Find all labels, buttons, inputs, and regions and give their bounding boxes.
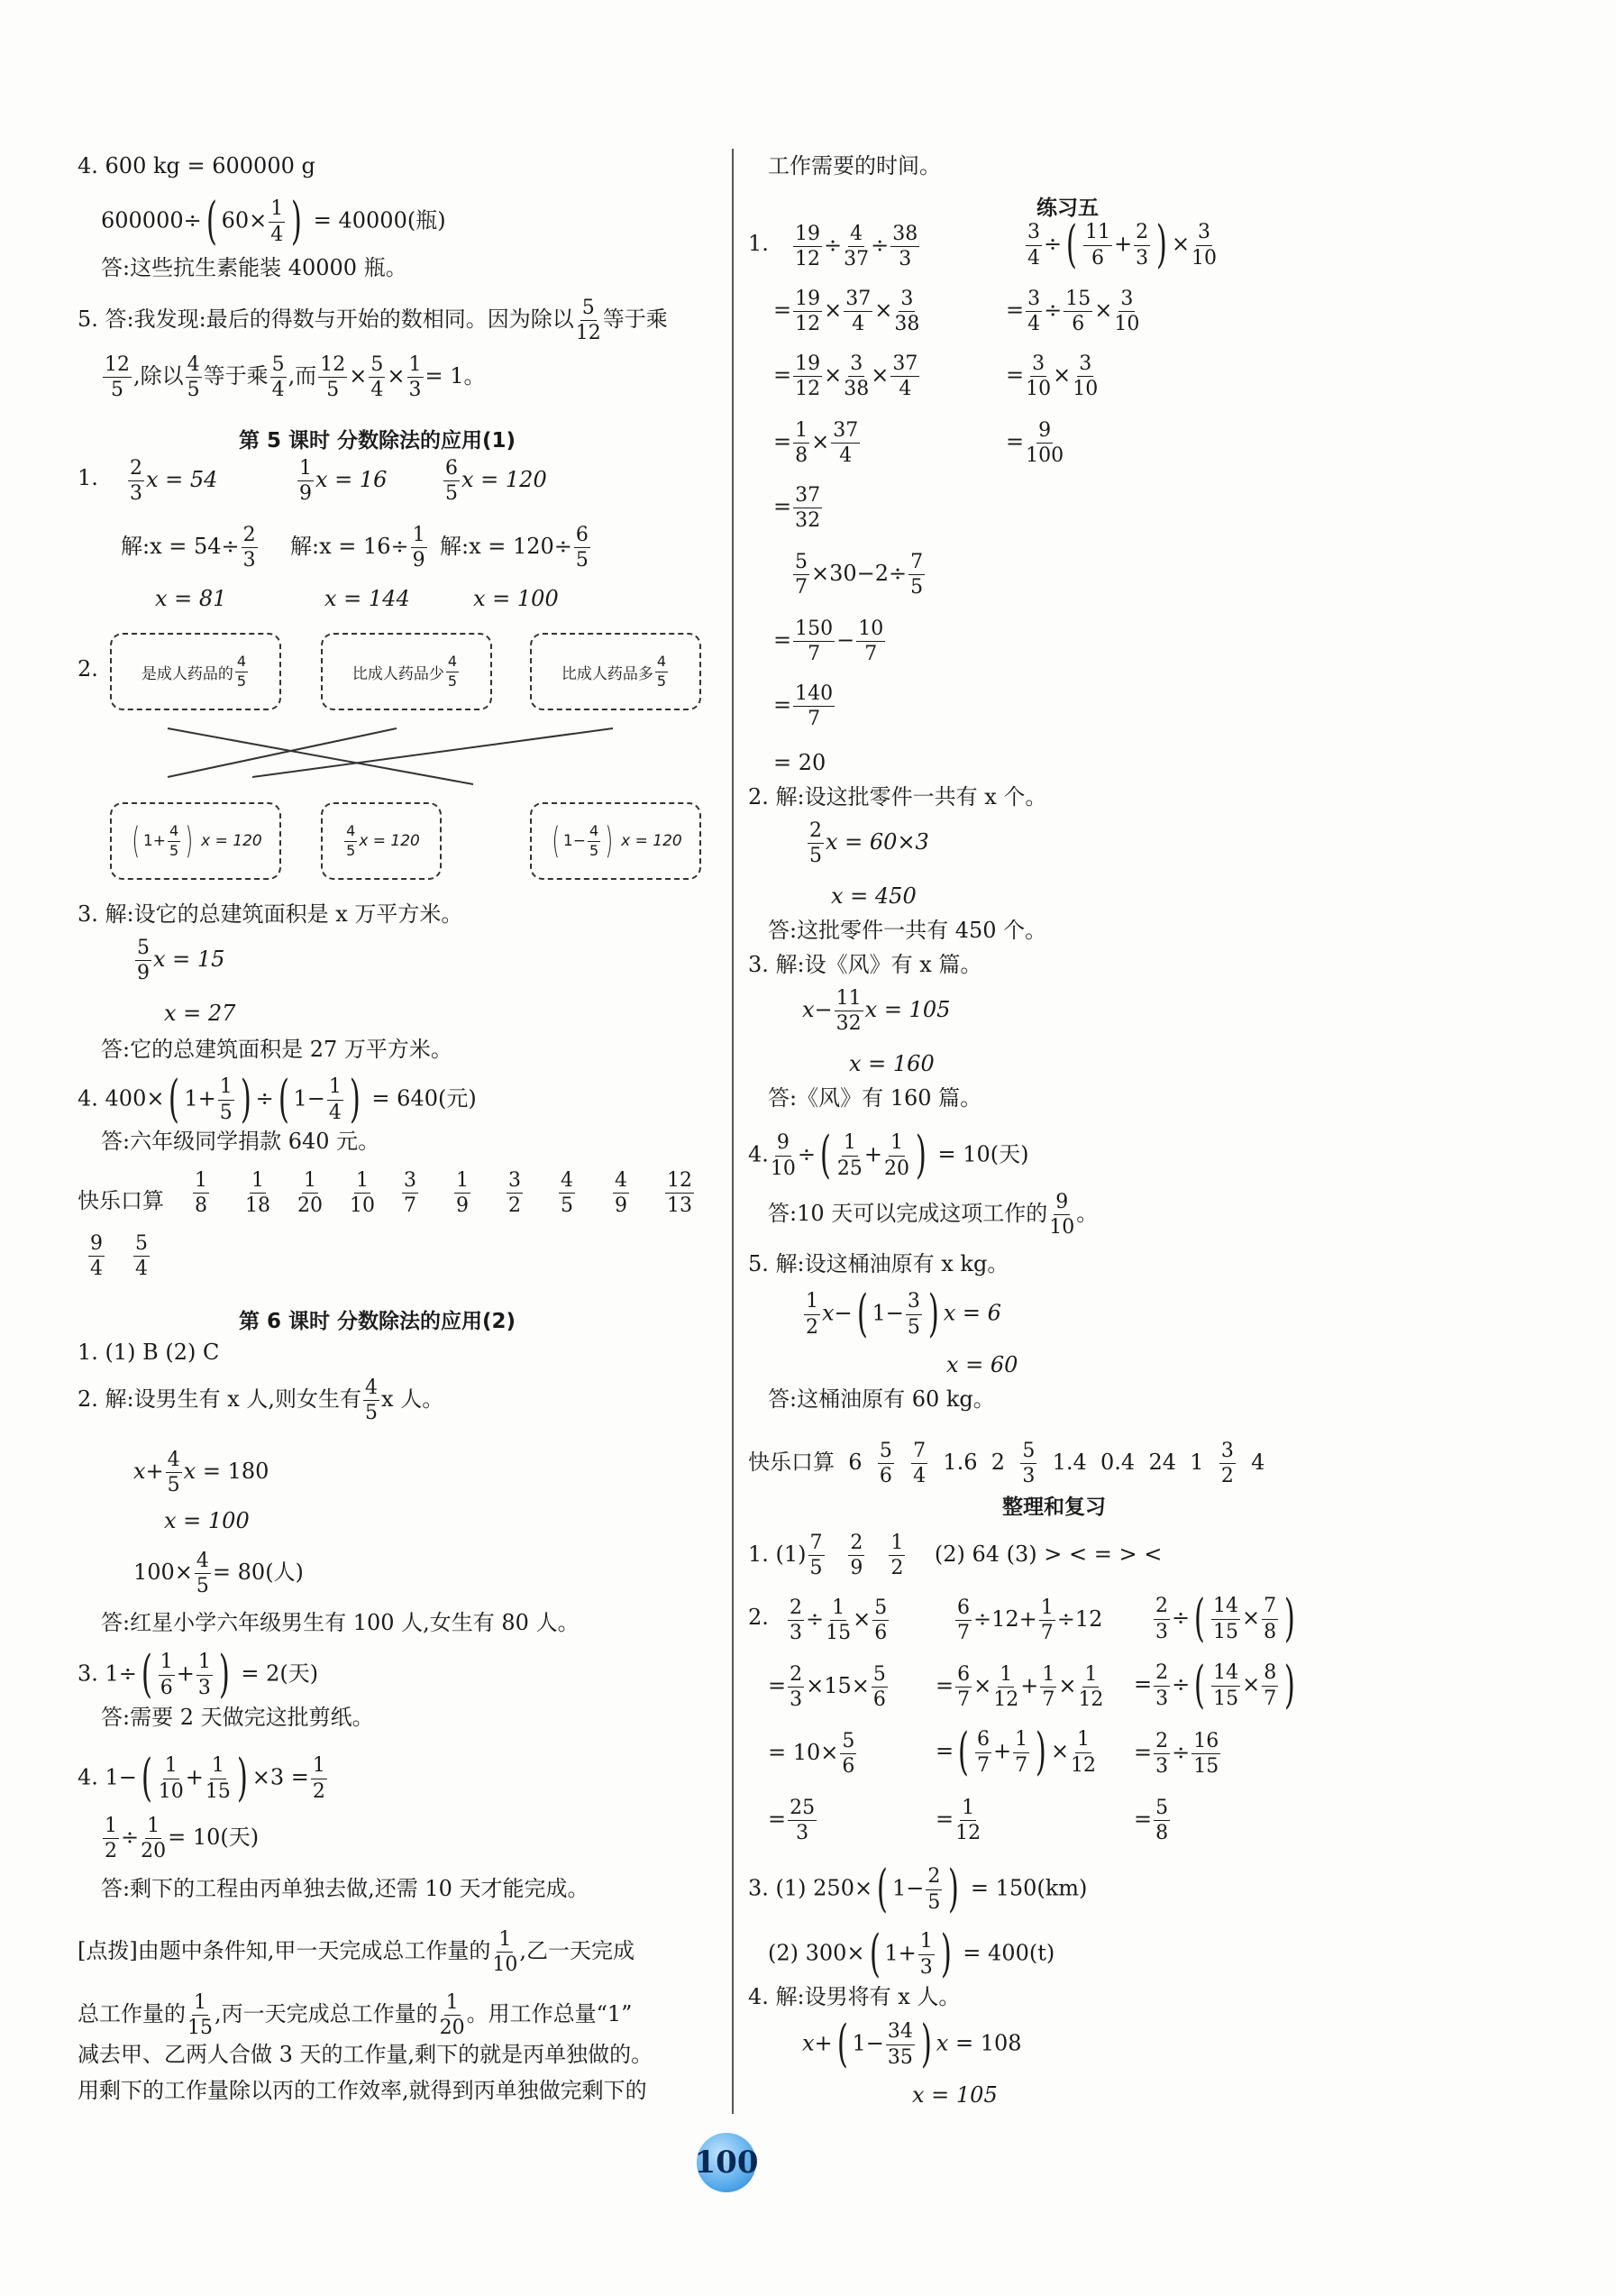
rv-q4-eq: x+( 1− $\frac{34}{35}$ ) x = 108 (802, 2015, 1022, 2073)
kuaile1-item: $\frac{4}{5}$ (561, 1169, 573, 1218)
r-q4-line1: 4. $\frac{9}{10}$ ÷( $\frac{1}{25}$ + $\frac{1}{20}$ ) = 10(天) (748, 1126, 1029, 1185)
ex5-q1a-l4: = $\frac{1}{8}$ × $\frac{37}{4}$ (773, 419, 859, 468)
kuaile1-item: $\frac{4}{9}$ (615, 1169, 627, 1218)
match-box-bottom-2: 4 5 x = 120 (321, 802, 442, 880)
rv-q2b-l1: $\frac{6}{7}$ ÷12+ $\frac{1}{7}$ ÷12 (957, 1596, 1103, 1645)
l5q1-res2: x = 144 (324, 586, 410, 611)
l5q1-res3: x = 100 (473, 586, 559, 611)
l6q2-eq3: 100× $\frac{4}{5}$ = 80(人) (133, 1550, 304, 1598)
tip-line4: 用剩下的工作量除以丙的工作效率,就得到丙单独做完剩下的 (78, 2078, 647, 2103)
kuaile1-item: $\frac{3}{7}$ (404, 1169, 416, 1218)
ex5-q1a-l5: = $\frac{37}{32}$ (773, 484, 821, 533)
l6q4-answer: 答:剩下的工程由丙单独去做,还需 10 天才能完成。 (101, 1876, 589, 1901)
l6q3-answer: 答:需要 2 天做完这批剪纸。 (101, 1705, 374, 1730)
match-box-top-3: 比成人药品多 4 5 (530, 633, 701, 710)
kuaile1-item: $\frac{1}{9}$ (456, 1169, 469, 1218)
l5q1-sol1: 解:x = 54÷ $\frac{2}{3}$ (121, 524, 256, 572)
rv-q2a-l2: = $\frac{2}{3}$ ×15× $\frac{5}{6}$ (768, 1663, 886, 1712)
rv-q2b-l2: = $\frac{6}{7}$ × $\frac{1}{12}$ + $\frac{1}{7}$ × $\frac{1}{12}$ (936, 1663, 1104, 1712)
lesson5-title: 第 5 课时 分数除法的应用(1) (239, 429, 516, 453)
l5q1-sol3: 解:x = 120÷ $\frac{6}{5}$ (440, 524, 589, 572)
l5q2-num: 2. (78, 656, 98, 681)
r-q5-eq: $\frac{1}{2}$ x−( 1− $\frac{3}{5}$ ) x = 6 (806, 1285, 1001, 1343)
ex5-q1c-l3: = $\frac{140}{7}$ (773, 682, 834, 731)
r-q2-line1: 2. 解:设这批零件一共有 x 个。 (748, 784, 1047, 810)
q4-line1: 4. 600 kg = 600000 g (78, 153, 315, 178)
rv-q2-num: 2. (748, 1605, 769, 1630)
rv-q4-res: x = 105 (912, 2082, 998, 2108)
l5q3-line1: 3. 解:设它的总建筑面积是 x 万平方米。 (78, 901, 463, 927)
rv-q3a: 3. (1) 250×( 1− $\frac{2}{5}$ ) = 150(km) (748, 1860, 1088, 1918)
rv-q2c-l1: $\frac{2}{3}$ ÷( $\frac{14}{15}$ × $\frac{7}{8}$ ) (1155, 1589, 1296, 1648)
q4-answer: 答:这些抗生素能装 40000 瓶。 (101, 255, 407, 280)
l6q4-line1: 4. 1−( $\frac{1}{10}$ + $\frac{1}{15}$ ) ×3 = $\frac{1}{2}$ (78, 1749, 325, 1807)
q5-line2: $\frac{12}{5}$ ,除以 $\frac{4}{5}$ 等于乘 $\frac{5}{4}$ ,而 $\frac{12}{5}$ × $\frac{5}{4}$ × $\frac{1}{3}$ = 1。 (105, 353, 486, 402)
l5q3-answer: 答:它的总建筑面积是 27 万平方米。 (101, 1037, 452, 1062)
match-box-bottom-3: ( 1 − 4 5 ) x = 120 (530, 802, 701, 880)
ex5-q1b-l4: = $\frac{9}{100}$ (1006, 419, 1064, 468)
rv-q2c-l2: = $\frac{2}{3}$ ÷( $\frac{14}{15}$ × $\frac{8}{7}$ ) (1134, 1656, 1296, 1715)
kuaile1-label: 快乐口算 (78, 1188, 164, 1213)
r-q3-res: x = 160 (849, 1051, 935, 1076)
r-q2-res: x = 450 (831, 883, 917, 909)
rv-q4-line1: 4. 解:设男将有 x 人。 (748, 1984, 961, 2009)
l6q2-res: x = 100 (164, 1508, 250, 1533)
l6q3-line1: 3. 1÷( $\frac{1}{6}$ + $\frac{1}{3}$ ) = 2(天) (78, 1645, 319, 1704)
l6q2-answer: 答:红星小学六年级男生有 100 人,女生有 80 人。 (101, 1610, 580, 1635)
l5q1-num: 1. (78, 465, 98, 490)
tip-line2: 总工作量的 $\frac{1}{15}$ ,丙一天完成总工作量的 $\frac{1}{20}$ 。用工作总量“1” (78, 1991, 633, 2040)
rv-q2b-l4: = $\frac{1}{12}$ (936, 1797, 981, 1845)
l6q2-eq1: x+ $\frac{4}{5}$ x = 180 (133, 1449, 269, 1497)
kuaile1-item: $\frac{3}{2}$ (508, 1169, 521, 1218)
rv-q2a-l1: $\frac{2}{3}$ ÷ $\frac{1}{15}$ × $\frac{5}{6}$ (790, 1596, 888, 1645)
match-box-bottom-1: ( 1 + 4 5 ) x = 120 (110, 802, 281, 880)
column-divider (732, 149, 734, 2114)
l5q3-res: x = 27 (164, 1001, 236, 1026)
tip-line3: 减去甲、乙两人合做 3 天的工作量,剩下的就是丙单独做的。 (78, 2042, 653, 2067)
tip-line1: [点拨]由题中条件知,甲一天完成总工作量的 $\frac{1}{10}$ ,乙一天完成 (78, 1928, 635, 1977)
l5q1-eq3: $\frac{6}{5}$ x = 120 (445, 457, 547, 506)
r-q5-res: x = 60 (946, 1352, 1018, 1377)
ex5-q1c-l4: = 20 (773, 750, 826, 775)
ex5-q1-num: 1. (748, 231, 769, 256)
r-q5-line1: 5. 解:设这桶油原有 x kg。 (748, 1251, 1009, 1276)
r-q2-eq: $\frac{2}{5}$ x = 60×3 (809, 819, 929, 868)
ex5-q1a-l1: $\frac{19}{12}$ ÷ $\frac{4}{37}$ ÷ $\frac{38}{3}$ (795, 223, 918, 271)
match-box-top-2: 比成人药品少 4 5 (321, 633, 492, 710)
page-number: 100 (697, 2133, 756, 2192)
r-q3-answer: 答:《风》有 160 篇。 (768, 1085, 982, 1111)
q4-line2: 600000÷( 60× $\frac{1}{4}$ ) = 40000(瓶) (101, 192, 446, 251)
r-q3-eq: x− $\frac{11}{32}$ x = 105 (802, 987, 951, 1036)
kuaile1-item: $\frac{9}{4}$ (90, 1232, 103, 1281)
kuaile1-item: $\frac{5}{4}$ (135, 1232, 148, 1281)
ex5-q1c-l1: $\frac{5}{7}$ ×30−2÷ $\frac{7}{5}$ (795, 551, 924, 599)
q5-line1: 5. 答:我发现:最后的得数与开始的数相同。因为除以 $\frac{5}{12}$ 等于乘 (78, 297, 668, 345)
rv-q2b-l3: =( $\frac{6}{7}$ + $\frac{1}{7}$ ) × $\frac{1}{12}$ (936, 1723, 1097, 1781)
l5q1-sol2: 解:x = 16÷ $\frac{1}{9}$ (290, 524, 425, 572)
tip-end: 工作需要的时间。 (768, 153, 941, 178)
l5q1-eq1: $\frac{2}{3}$ x = 54 (130, 457, 218, 506)
kuaile2-row: 快乐口算 6 $\frac{5}{6}$ $\frac{7}{4}$ 1.6 2 $\frac{5}{3}$ 1.4 0.4 24 1 $\frac{3}{2}$ 4 (748, 1440, 1265, 1488)
rv-q1: 1. (1) $\frac{7}{5}$ $\frac{2}{9}$ $\frac{1}{2}$ (2) 64 (3) > < = > < (748, 1532, 1163, 1580)
kuaile1-item: $\frac{1}{18}$ (245, 1169, 270, 1218)
ex5-q1c-l2: = $\frac{150}{7}$ − $\frac{10}{7}$ (773, 617, 884, 666)
l5q3-eq: $\frac{5}{9}$ x = 15 (137, 937, 225, 985)
l5q4-answer: 答:六年级同学捐款 640 元。 (101, 1129, 380, 1154)
rv-q3b: (2) 300×( 1+ $\frac{1}{3}$ ) = 400(t) (768, 1925, 1055, 1983)
ex5-title: 练习五 (1036, 197, 1099, 220)
ex5-q1b-l2: = $\frac{3}{4}$ ÷ $\frac{15}{6}$ × $\frac{3}{10}$ (1006, 288, 1140, 336)
ex5-q1b-l1: $\frac{3}{4}$ ÷( $\frac{11}{6}$ + $\frac{2}{3}$ ) × $\frac{3}{10}$ (1027, 215, 1218, 274)
l5q4-line1: 4. 400×( 1+ $\frac{1}{5}$ ) ÷( 1− $\frac{1}{4}$ ) = 640(元) (78, 1070, 477, 1129)
kuaile1-item: $\frac{12}{13}$ (667, 1169, 692, 1218)
l6q1: 1. (1) B (2) C (78, 1340, 220, 1365)
r-q5-answer: 答:这桶油原有 60 kg。 (768, 1386, 995, 1412)
lesson6-title: 第 6 课时 分数除法的应用(2) (239, 1310, 516, 1333)
kuaile1-item: $\frac{1}{8}$ (195, 1169, 207, 1218)
match-lines (0, 0, 732, 811)
r-q4-answer: 答:10 天可以完成这项工作的 $\frac{9}{10}$ 。 (768, 1191, 1099, 1239)
ex5-q1a-l2: = $\frac{19}{12}$ × $\frac{37}{4}$ × $\frac{3}{38}$ (773, 288, 920, 336)
r-q3-line1: 3. 解:设《风》有 x 篇。 (748, 952, 982, 977)
rv-q2c-l4: = $\frac{5}{8}$ (1134, 1797, 1169, 1845)
kuaile1-item: $\frac{1}{10}$ (350, 1169, 375, 1218)
review-title: 整理和复习 (1002, 1496, 1106, 1519)
rv-q2a-l3: = 10× $\frac{5}{6}$ (768, 1730, 855, 1779)
match-box-top-1: 是成人药品的 4 5 (110, 633, 281, 710)
l6q4-line2: $\frac{1}{2}$ ÷ $\frac{1}{20}$ = 10(天) (105, 1815, 260, 1863)
ex5-q1a-l3: = $\frac{19}{12}$ × $\frac{3}{38}$ × $\frac{37}{4}$ (773, 352, 918, 401)
rv-q2c-l3: = $\frac{2}{3}$ ÷ $\frac{16}{15}$ (1134, 1730, 1219, 1779)
kuaile1-item: $\frac{1}{20}$ (297, 1169, 323, 1218)
ex5-q1b-l3: = $\frac{3}{10}$ × $\frac{3}{10}$ (1006, 352, 1099, 401)
l5q1-eq2: $\frac{1}{9}$ x = 16 (299, 457, 388, 506)
r-q2-answer: 答:这批零件一共有 450 个。 (768, 918, 1047, 943)
rv-q2a-l4: = $\frac{25}{3}$ (768, 1797, 816, 1845)
l6q2-line1: 2. 解:设男生有 x 人,则女生有 $\frac{4}{5}$ x 人。 (78, 1377, 444, 1425)
l5q1-res1: x = 81 (155, 586, 227, 611)
